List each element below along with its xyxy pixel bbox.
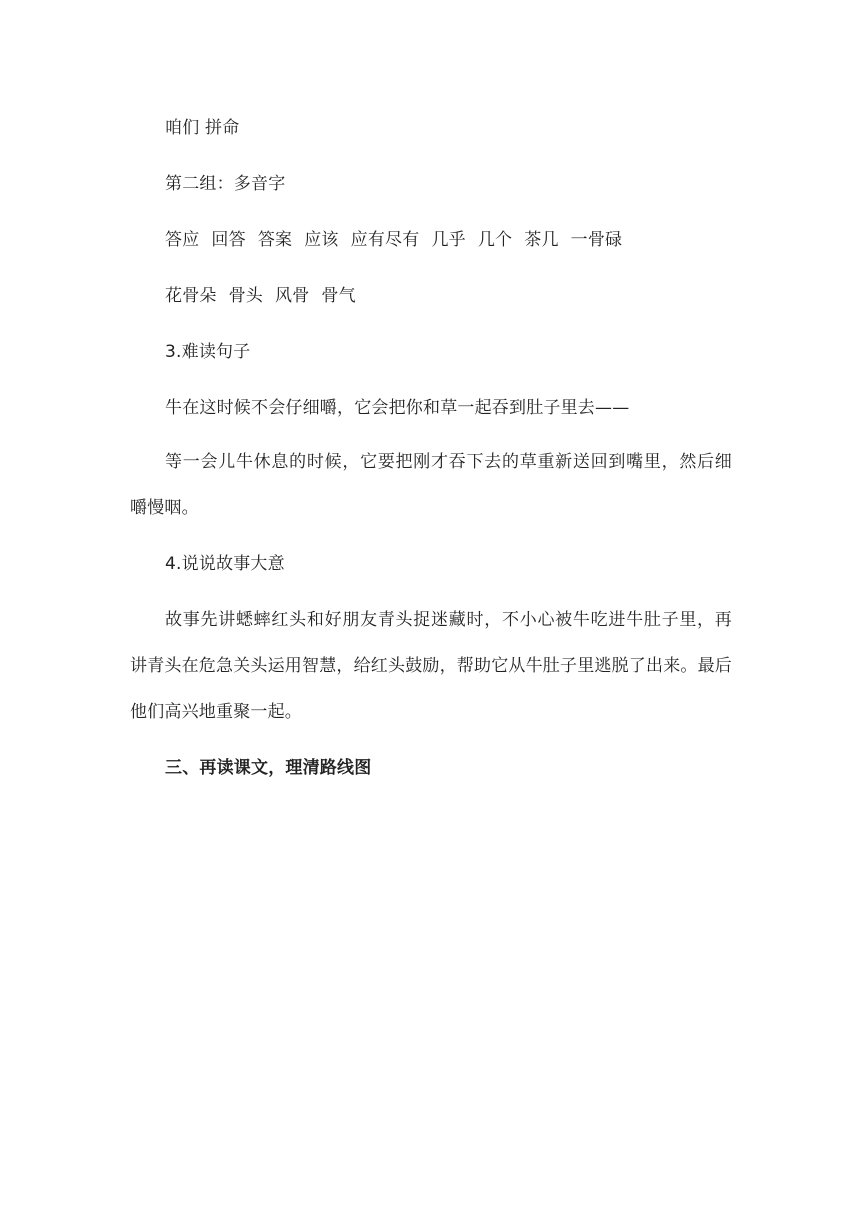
story-summary-paragraph: 故事先讲蟋蟀红头和好朋友青头捉迷藏时，不小心被牛吃进牛肚子里，再讲青头在危急关头运用智慧，给红头鼓励，帮助它从牛肚子里逃脱了出来。最后他们高兴地重聚一起。 <box>130 610 732 722</box>
word: 骨头 <box>228 286 264 306</box>
word: 应有尽有 <box>350 230 420 250</box>
polyphone-words-row-1 <box>165 229 634 251</box>
word: 一骨碌 <box>570 230 623 250</box>
word: 答案 <box>257 230 293 250</box>
difficult-sentence-1: 牛在这时候不会仔细嚼，它会把你和草一起吞到肚子里去—— <box>165 398 630 418</box>
word: 骨气 <box>321 286 356 306</box>
word: 几个 <box>477 230 513 250</box>
section-4-title: 4.说说故事大意 <box>165 554 285 574</box>
word: 回答 <box>211 230 246 250</box>
word: 风骨 <box>275 286 310 306</box>
group2-title: 第二组：多音字 <box>165 174 286 194</box>
vocab-line-group1-end: 咱们 拼命 <box>165 118 240 138</box>
section-3-title: 3.难读句子 <box>165 342 251 362</box>
word: 几乎 <box>431 230 466 250</box>
heading-part-3: 三、再读课文，理清路线图 <box>165 758 372 778</box>
word: 花骨朵 <box>165 286 217 306</box>
word: 茶几 <box>524 230 559 250</box>
word: 应该 <box>304 230 339 250</box>
difficult-sentence-2: 等一会儿牛休息的时候，它要把刚才吞下去的草重新送回到嘴里，然后细嚼慢咽。 <box>130 452 732 518</box>
word: 答应 <box>165 230 200 250</box>
polyphone-words-row-2 <box>165 285 368 307</box>
